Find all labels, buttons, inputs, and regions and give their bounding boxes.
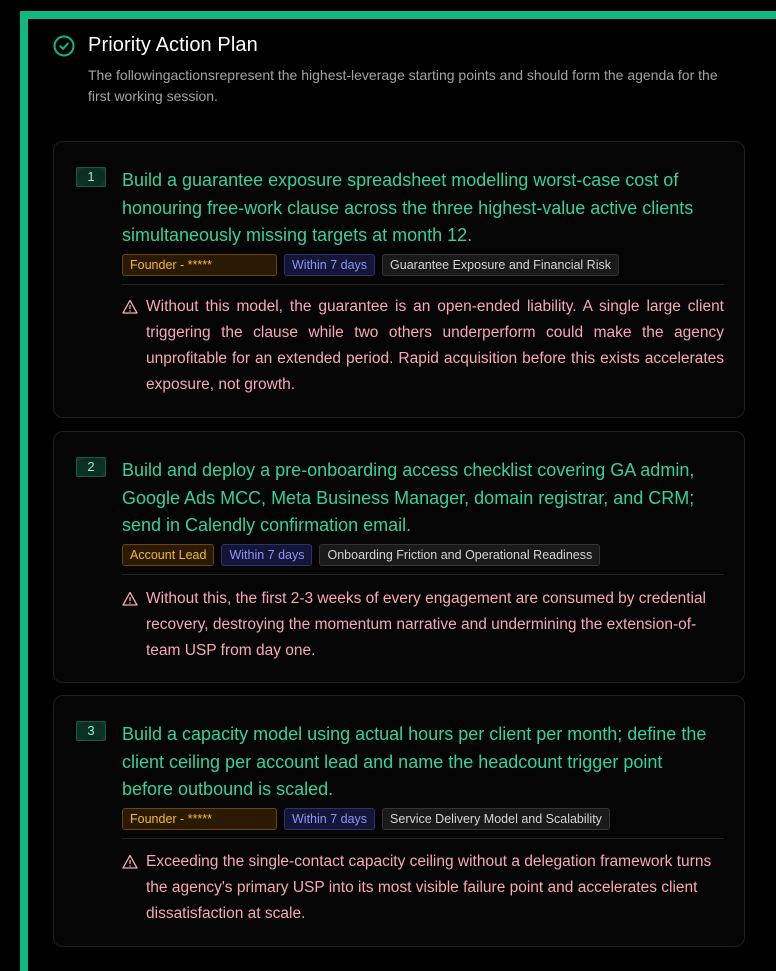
owner-tag: Account Lead	[122, 544, 214, 566]
warning-triangle-icon	[122, 590, 138, 606]
risk-note	[122, 849, 724, 927]
category-tag: Service Delivery Model and Scalability	[382, 808, 610, 830]
warning-triangle-icon	[122, 298, 138, 314]
action-text: Build a capacity model using actual hours per client per month; define the client ceiling per account lead and name the headcount trigger point before outbound is scaled.	[122, 724, 707, 799]
action-text: Build and deploy a pre-onboarding access checklist covering GA admin, Google Ads MCC, Meta Business Manager, domain registrar, and CRM; send in Calendly confirmation email.	[122, 460, 695, 535]
risk-note	[122, 586, 724, 664]
action-tags	[122, 544, 600, 566]
action-tags	[122, 808, 610, 830]
action-tags	[122, 254, 619, 276]
card-divider	[122, 574, 724, 575]
action-card	[53, 695, 745, 947]
owner-tag: Founder - *****	[122, 808, 277, 830]
action-card	[53, 431, 745, 683]
panel-header	[53, 34, 746, 107]
owner-tag: Founder - *****	[122, 254, 277, 276]
risk-text: Without this model, the guarantee is an open-ended liability. A single large client triggering the clause while two others underperform could make the agency unprofitable for an extended period. Rapid acquisition before this exists accelerates exposure, not growth.	[146, 298, 724, 393]
action-card	[53, 141, 745, 418]
risk-text: Without this, the first 2-3 weeks of every engagement are consumed by credential recovery, destroying the momentum narrative and undermining the extension-of-team USP from day one.	[146, 590, 707, 659]
card-divider	[122, 284, 724, 285]
action-text: Build a guarantee exposure spreadsheet modelling worst-case cost of honouring free-work clause across the three highest-value active clients simultaneously missing targets at month 12.	[122, 170, 694, 245]
timeframe-tag: Within 7 days	[284, 254, 375, 276]
category-tag: Guarantee Exposure and Financial Risk	[382, 254, 619, 276]
category-tag: Onboarding Friction and Operational Readiness	[319, 544, 600, 566]
panel-title: Priority Action Plan	[88, 34, 258, 56]
card-divider	[122, 838, 724, 839]
risk-note	[122, 294, 724, 398]
action-number-badge: 3	[76, 721, 106, 741]
check-circle-icon	[53, 35, 75, 57]
warning-triangle-icon	[122, 853, 138, 869]
panel-subtitle: The followingactionsrepresent the highest-leverage starting points and should form the agenda for the first working session.	[88, 67, 718, 104]
timeframe-tag: Within 7 days	[284, 808, 375, 830]
risk-text: Exceeding the single-contact capacity ceiling without a delegation framework turns the agency's primary USP into its most visible failure point and accelerates client dissatisfaction at scale.	[146, 853, 712, 922]
action-number-badge: 1	[76, 167, 106, 187]
action-number-badge: 2	[76, 457, 106, 477]
timeframe-tag: Within 7 days	[221, 544, 312, 566]
